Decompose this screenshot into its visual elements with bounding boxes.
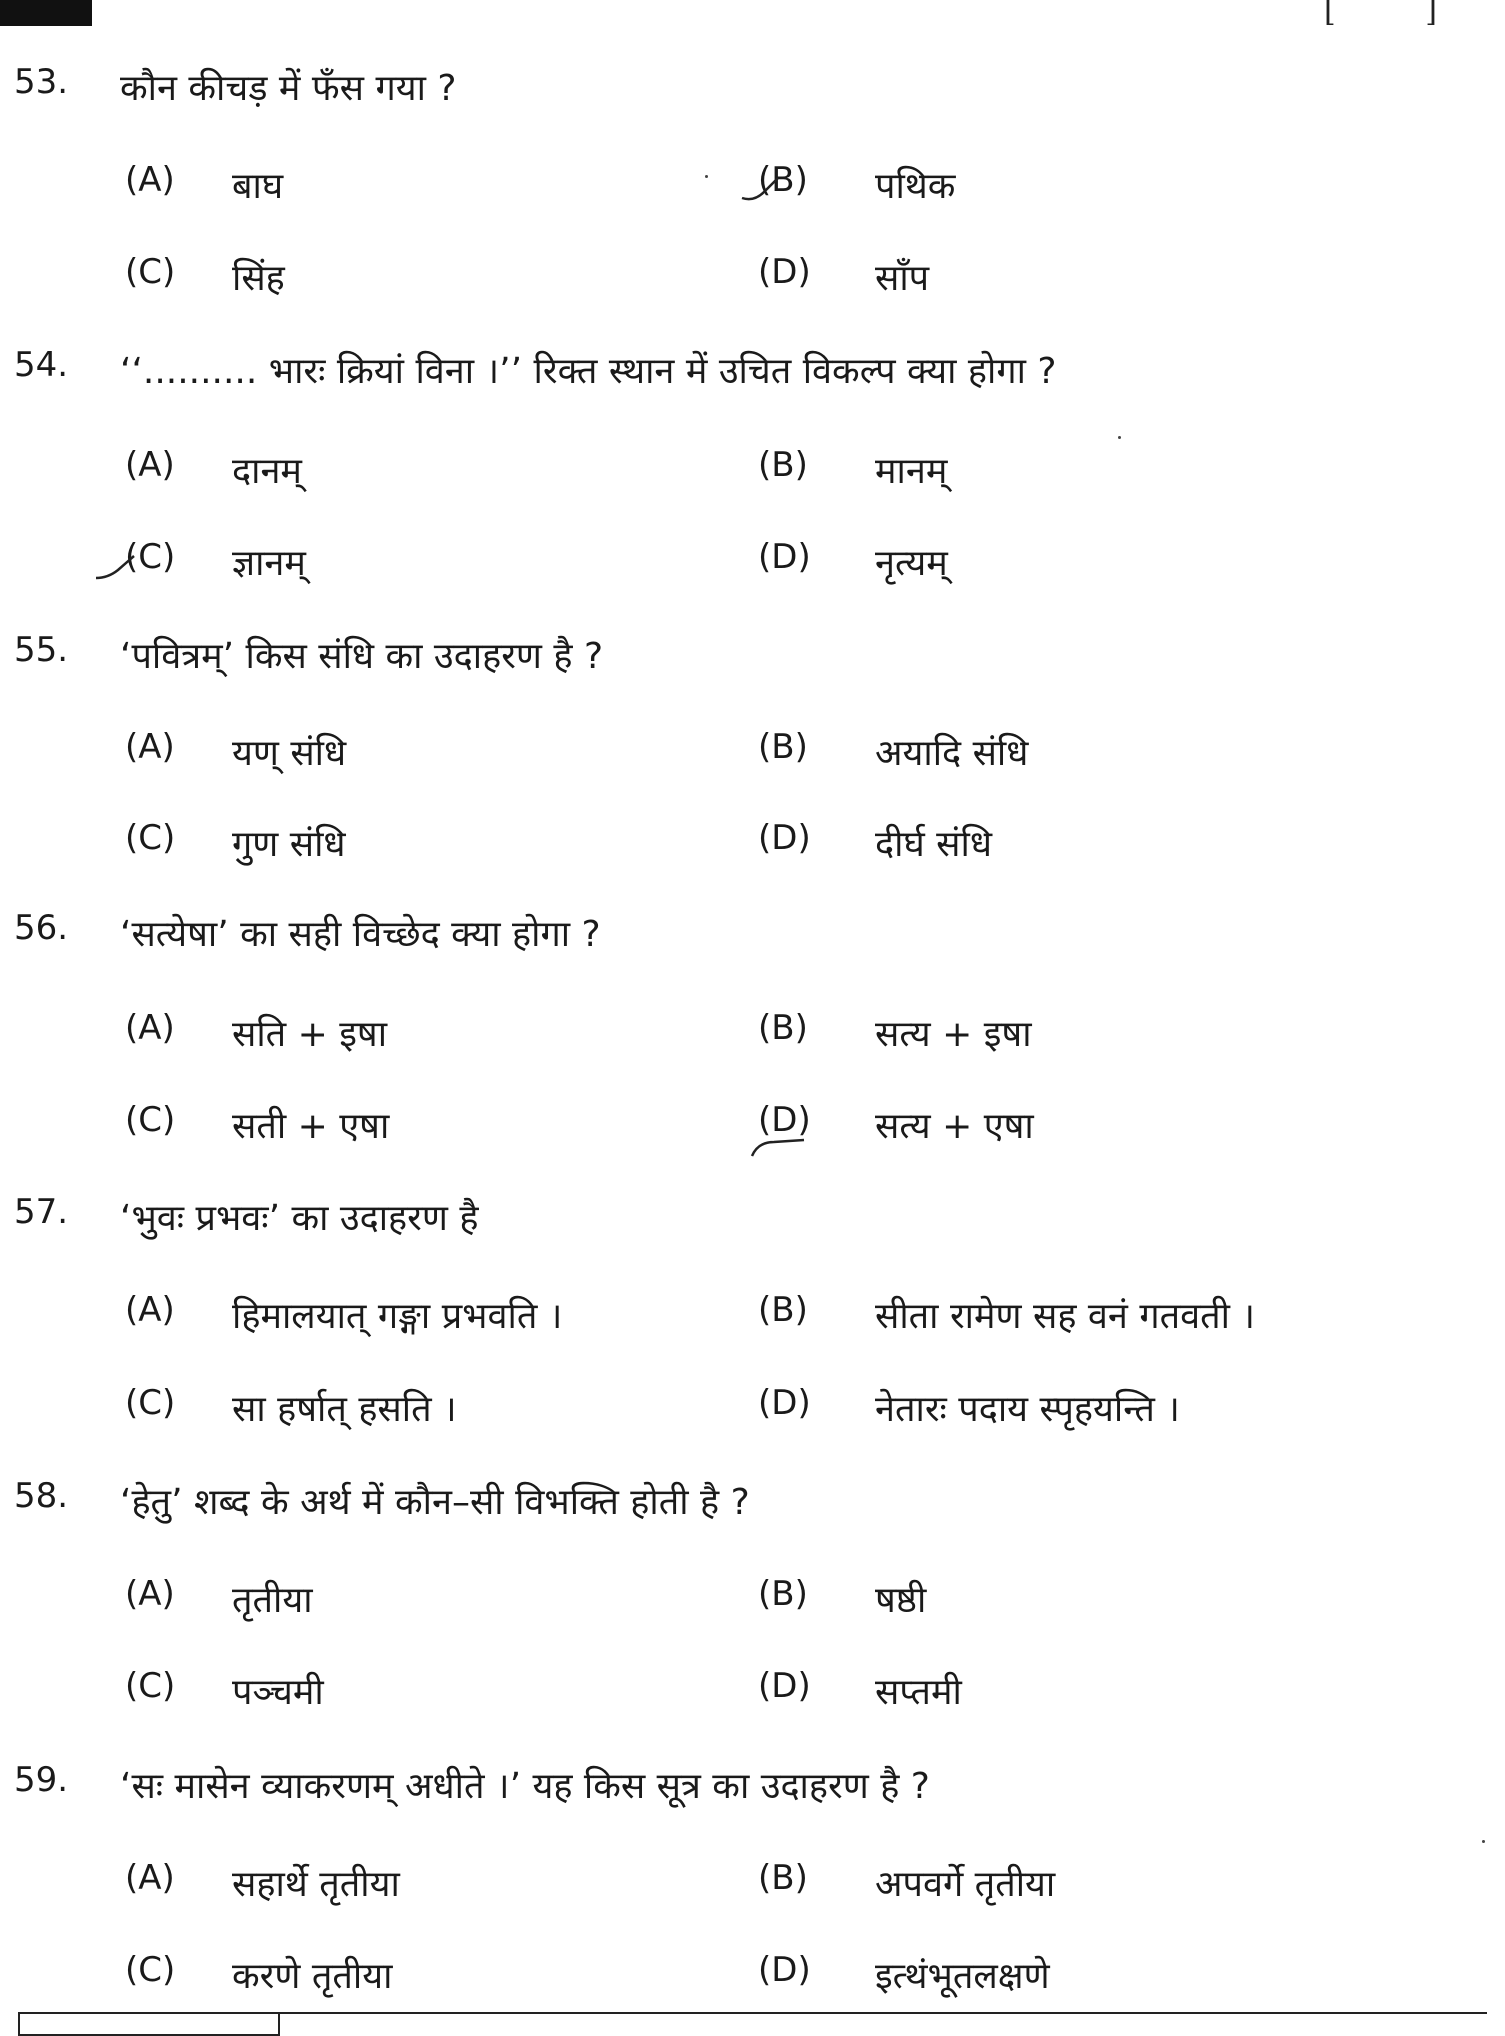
option-text: सिंह [232,258,285,299]
footer-box [18,2014,280,2036]
option-label: (B) [758,445,808,485]
option-text: साँप [875,258,930,299]
corner-header-block [0,0,92,26]
option-text: सहार्थे तृतीया [232,1864,400,1905]
question-text: ‘भुवः प्रभवः’ का उदाहरण है [120,1198,479,1239]
option-label: (B) [758,1008,808,1048]
question-number: 53. [14,62,69,102]
question-text: ‘पवित्रम्’ किस संधि का उदाहरण है ? [120,636,604,677]
option-text: नृत्यम् [875,543,948,584]
option-text: तृतीया [232,1580,313,1621]
stray-dot [1482,1840,1485,1843]
option-label: (A) [125,1008,175,1048]
option-label: (D) [758,1383,811,1423]
option-label: (C) [125,1100,176,1140]
option-text: सप्तमी [875,1672,962,1713]
option-label: (C) [125,1666,176,1706]
option-text: पञ्चमी [232,1672,324,1713]
option-text: सत्य + इषा [875,1014,1032,1055]
option-text: षष्ठी [875,1580,927,1621]
option-text: नेतारः पदाय स्पृहयन्ति । [875,1389,1180,1430]
question-number: 56. [14,908,69,948]
question-number: 57. [14,1192,69,1232]
option-label: (A) [125,445,175,485]
option-label: (D) [758,1666,811,1706]
question-text: ‘सत्येषा’ का सही विच्छेद क्या होगा ? [120,914,601,955]
question-text: ‘हेतु’ शब्द के अर्थ में कौन–सी विभक्ति होती है ? [120,1482,750,1523]
option-text: ज्ञानम् [232,543,306,584]
corner-bracket-marks: [ ] [1324,0,1477,29]
option-text: अपवर्गे तृतीया [875,1864,1056,1905]
question-text: कौन कीचड़ में फँस गया ? [120,68,457,109]
option-text: सती + एषा [232,1106,390,1147]
option-label: (D) [758,1950,811,1990]
option-label: (B) [758,1290,808,1330]
option-label: (D) [758,1100,811,1140]
option-label: (B) [758,160,808,200]
question-number: 58. [14,1476,69,1516]
option-label: (C) [125,252,176,292]
question-number: 54. [14,345,69,385]
stray-dot [1118,436,1121,439]
question-text: ‘‘.......... भारः क्रियां विना ।’’ रिक्त स्थान में उचित विकल्प क्या होगा ? [120,351,1057,392]
option-text: गुण संधि [232,824,346,865]
option-text: अयादि संधि [875,733,1029,774]
option-text: हिमालयात् गङ्गा प्रभवति । [232,1296,563,1337]
question-number: 59. [14,1760,69,1800]
stray-dot [705,175,708,178]
option-label: (C) [125,818,176,858]
question-text: ‘सः मासेन व्याकरणम् अधीते ।’ यह किस सूत्र का उदाहरण है ? [120,1766,930,1807]
option-text: करणे तृतीया [232,1956,393,1997]
option-label: (B) [758,1574,808,1614]
option-text: दीर्घ संधि [875,824,992,865]
option-label: (B) [758,727,808,767]
option-label: (A) [125,160,175,200]
option-label: (A) [125,1574,175,1614]
option-text: इत्थंभूतलक्षणे [875,1956,1050,1997]
question-number: 55. [14,630,69,670]
option-text: सा हर्षात् हसति । [232,1389,457,1430]
option-text: सत्य + एषा [875,1106,1034,1147]
option-label: (C) [125,537,176,577]
option-label: (A) [125,727,175,767]
option-label: (A) [125,1290,175,1330]
option-label: (C) [125,1950,176,1990]
option-label: (D) [758,537,811,577]
option-text: पथिक [875,166,956,207]
option-label: (D) [758,252,811,292]
option-text: दानम् [232,451,302,492]
option-label: (A) [125,1858,175,1898]
option-text: सति + इषा [232,1014,388,1055]
option-label: (C) [125,1383,176,1423]
option-label: (D) [758,818,811,858]
option-text: सीता रामेण सह वनं गतवती । [875,1296,1256,1337]
option-label: (B) [758,1858,808,1898]
option-text: बाघ [232,166,284,207]
option-text: मानम् [875,451,948,492]
option-text: यण् संधि [232,733,347,774]
